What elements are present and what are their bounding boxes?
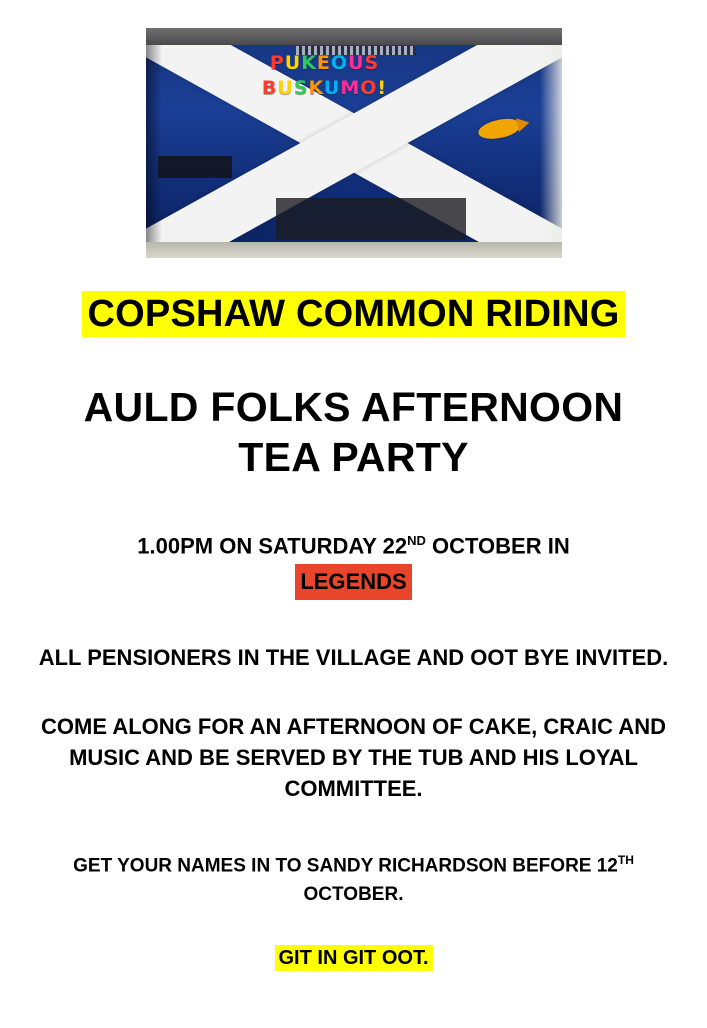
event-title-band xyxy=(48,290,660,338)
banner-letter: S xyxy=(364,52,380,74)
banner-letter: E xyxy=(316,52,331,74)
event-datetime-suffix: OCTOBER IN xyxy=(425,533,570,559)
poster xyxy=(0,28,707,1028)
headline-line-2: TEA PARTY xyxy=(238,434,469,480)
venue-badge: LEGENDS xyxy=(295,564,411,600)
banner-letter: U xyxy=(323,77,341,99)
rsvp-suffix: OCTOBER. xyxy=(303,883,404,905)
details-paragraph: COME ALONG FOR AN AFTERNOON OF CAKE, CRAIC AND MUSIC AND BE SERVED BY THE TUB AND HIS LOYAL COMMITTEE. xyxy=(41,714,666,802)
event-title: COPSHAW COMMON RIDING xyxy=(82,291,626,337)
photo-right-edge xyxy=(540,45,562,242)
invite-paragraph: ALL PENSIONERS IN THE VILLAGE AND OOT BYE INVITED. xyxy=(38,645,669,671)
rsvp-prefix: GET YOUR NAMES IN TO SANDY RICHARDSON BEFORE 12 xyxy=(73,855,618,877)
banner-letter: O xyxy=(360,77,378,99)
banner-letter: O xyxy=(330,52,349,74)
banner-letter: B xyxy=(261,77,278,99)
banner-letter: U xyxy=(284,52,302,74)
banner-line-2 xyxy=(210,77,440,100)
footer-slogan: GIT IN GIT OOT. xyxy=(275,945,433,971)
banner-letter: U xyxy=(348,52,365,74)
photo-dark-patch-bottom xyxy=(276,198,466,240)
event-datetime xyxy=(24,524,684,600)
saltire-flag-photo xyxy=(146,28,562,258)
photo-dark-patch-left xyxy=(158,156,232,178)
banner-letter: K xyxy=(301,52,317,74)
banner-letter: S xyxy=(293,77,309,99)
event-datetime-prefix: 1.00PM ON SATURDAY 22 xyxy=(137,533,408,559)
banner-letter: K xyxy=(308,77,324,99)
photo-bottom-band xyxy=(146,242,562,258)
page-title xyxy=(34,382,674,482)
banner-letter: ! xyxy=(377,77,388,99)
banner-lettering xyxy=(210,52,440,100)
event-date-ordinal: ND xyxy=(407,533,426,548)
banner-letter: U xyxy=(277,77,294,99)
headline-line-1: AULD FOLKS AFTERNOON xyxy=(83,384,624,430)
rsvp-paragraph xyxy=(24,846,684,908)
rsvp-date-ordinal: TH xyxy=(617,853,634,868)
photo-top-band xyxy=(146,28,562,45)
footer-slogan-band xyxy=(0,947,707,970)
photo-left-shadow xyxy=(146,45,162,242)
banner-letter: P xyxy=(269,52,285,74)
banner-letter: M xyxy=(340,77,361,99)
